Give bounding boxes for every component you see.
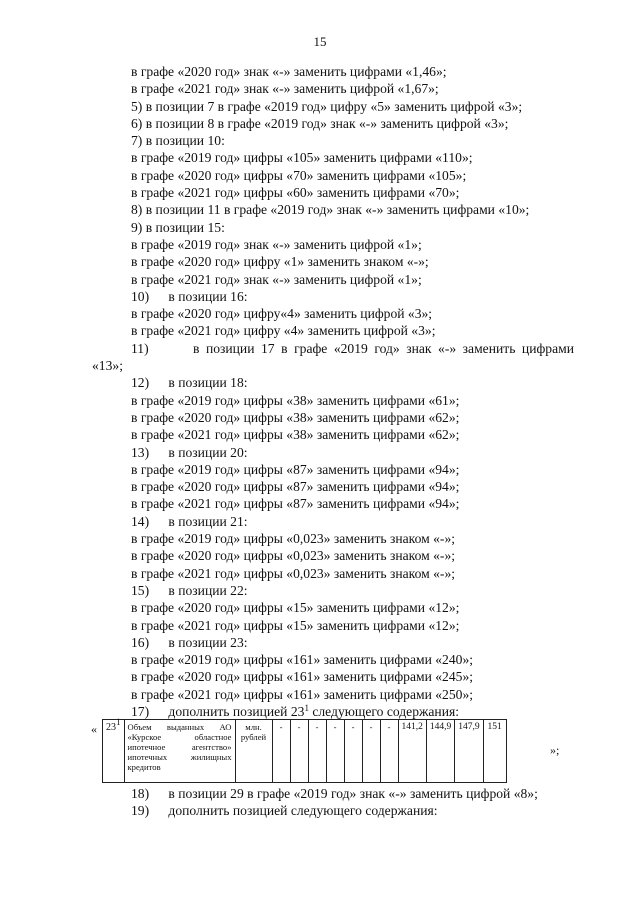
item-17: 17) дополнить позицией $23^1$ следующего содержания:: [131, 702, 460, 719]
text-line: в графе «2020 год» цифры «0,023» заменить знаком «-»;: [131, 548, 456, 564]
text-line: 16) в позиции 23:: [131, 634, 248, 650]
dash-cell: -: [344, 720, 362, 783]
dash-cell: -: [308, 720, 326, 783]
text-line: в графе «2020 год» цифры «87» заменить цифрами «94»;: [131, 479, 460, 495]
text-line: в графе «2021 год» цифры «161» заменить цифрами «250»;: [131, 686, 474, 702]
dash-cell: -: [380, 720, 398, 783]
dash-cell: -: [290, 720, 308, 783]
text-line: 8) в позиции 11 в графе «2019 год» знак «-» заменить цифрами «10»;: [131, 202, 530, 218]
text-line: в графе «2020 год» цифру «1» заменить знаком «-»;: [131, 254, 429, 270]
text-line: в графе «2021 год» цифры «60» заменить цифрами «70»;: [131, 185, 460, 201]
amendment-list: [0, 63, 640, 720]
text-line: 7) в позиции 10:: [131, 133, 225, 149]
text-line: в графе «2020 год» цифры «38» заменить цифрами «62»;: [131, 409, 460, 425]
text-line: «13»;: [92, 358, 123, 374]
text-line: в графе «2021 год» цифру «4» заменить цифрой «3»;: [131, 323, 436, 339]
value-cell-2020: 144,9: [426, 720, 454, 783]
dash-cell: -: [362, 720, 380, 783]
value-cell-2019: 141,2: [398, 720, 426, 783]
text-line: в графе «2019 год» цифры «105» заменить цифрами «110»;: [131, 150, 473, 166]
text-line: в графе «2020 год» цифры «70» заменить цифрами «105»;: [131, 167, 467, 183]
text-line: в графе «2019 год» цифры «87» заменить цифрами «94»;: [131, 461, 460, 477]
dash-cell: -: [272, 720, 290, 783]
text-line: в графе «2021 год» цифры «87» заменить цифрами «94»;: [131, 496, 460, 512]
text-line: в графе «2021 год» цифры «0,023» заменить знаком «-»;: [131, 565, 456, 581]
text-line: 12) в позиции 18:: [131, 375, 248, 391]
text-line: в графе «2020 год» цифры «15» заменить цифрами «12»;: [131, 600, 460, 616]
text-line: 15) в позиции 22:: [131, 582, 248, 598]
quote-open: «: [91, 722, 97, 736]
amendment-list-continued: [0, 785, 640, 820]
text-line: в графе «2021 год» цифры «15» заменить цифрами «12»;: [131, 617, 460, 633]
value-cell-2022: 151: [483, 720, 506, 783]
text-line: 10) в позиции 16:: [131, 288, 248, 304]
item-19: 19) дополнить позицией следующего содержания:: [131, 803, 438, 819]
table-row: [103, 720, 507, 783]
text-line: 6) в позиции 8 в графе «2019 год» знак «-» заменить цифрой «3»;: [131, 115, 509, 131]
text-line: 13) в позиции 20:: [131, 444, 248, 460]
value-cell-2021: 147,9: [455, 720, 483, 783]
text-line: 14) в позиции 21:: [131, 513, 248, 529]
text-line: в графе «2019 год» знак «-» заменить цифрой «1»;: [131, 236, 422, 252]
text-line: в графе «2019 год» цифры «38» заменить цифрами «61»;: [131, 392, 460, 408]
text-line: в графе «2021 год» знак «-» заменить цифрой «1»;: [131, 271, 422, 287]
page-number: 15: [313, 34, 327, 49]
text-line: в графе «2021 год» знак «-» заменить цифрой «1,67»;: [131, 81, 439, 97]
text-line: в графе «2020 год» знак «-» заменить цифрами «1,46»;: [131, 64, 447, 79]
text-line: в графе «2019 год» цифры «0,023» заменить знаком «-»;: [131, 531, 456, 547]
text-line: в графе «2019 год» цифры «161» заменить цифрами «240»;: [131, 652, 474, 668]
text-line: 9) в позиции 15:: [131, 219, 225, 235]
text-line: в графе «2020 год» цифру«4» заменить цифрой «3»;: [131, 306, 433, 322]
quote-close: »;: [550, 743, 560, 757]
item-18: 18) в позиции 29 в графе «2019 год» знак «-» заменить цифрой «8»;: [131, 786, 538, 801]
text-line: в графе «2021 год» цифры «38» заменить цифрами «62»;: [131, 427, 460, 443]
indicator-name-cell: Объем выданных АО «Курское областное ипотечное агентство» ипотечных жилищных кредитов: [124, 720, 235, 783]
dash-cell: -: [326, 720, 344, 783]
text-line: 5) в позиции 7 в графе «2019 год» цифру «5» заменить цифрой «3»;: [131, 98, 523, 114]
insert-table: [102, 719, 507, 783]
insert-table-block: [88, 719, 576, 783]
text-line: в графе «2020 год» цифры «161» заменить цифрами «245»;: [131, 669, 474, 685]
unit-cell: млн. рублей: [235, 720, 272, 783]
position-cell: $23^1$: [103, 720, 125, 783]
text-line: 11) в позиции 17 в графе «2019 год» знак «-» заменить цифрами: [131, 340, 574, 356]
